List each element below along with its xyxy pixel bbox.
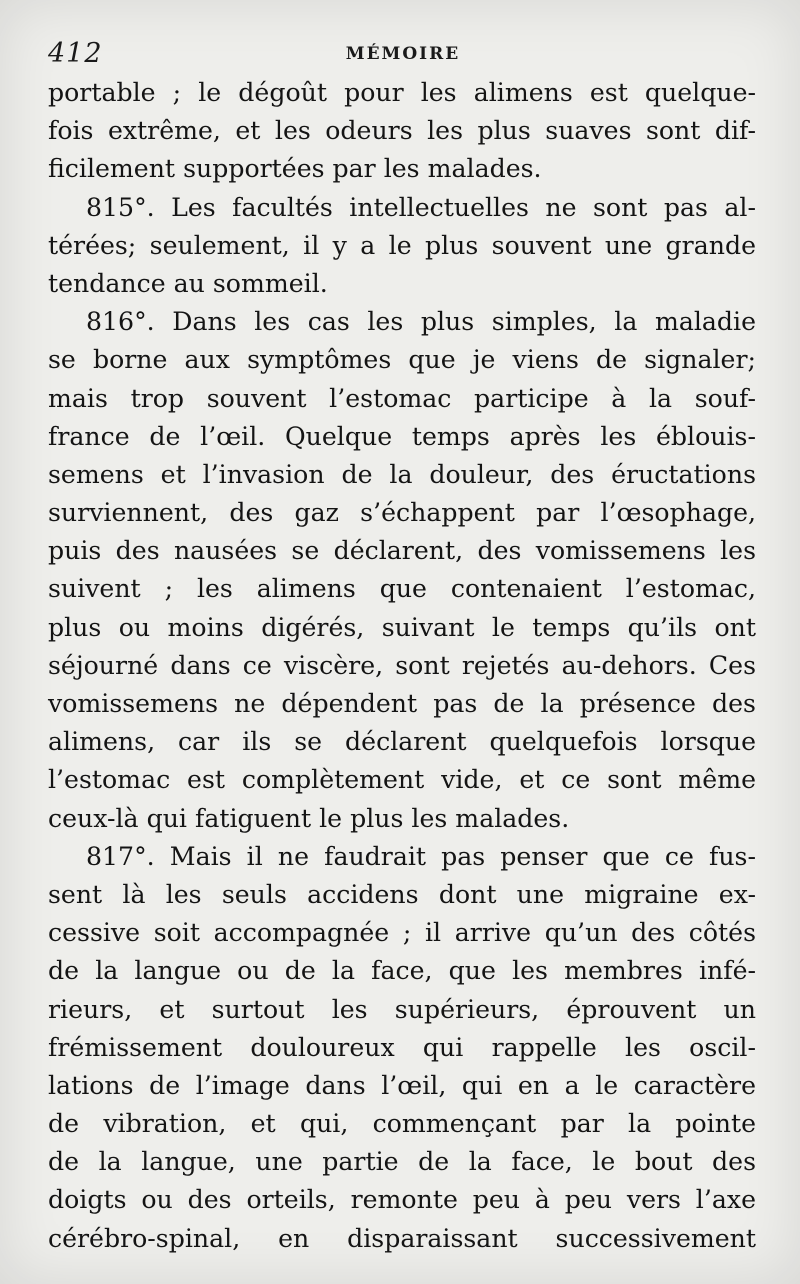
text-line: sent là les seuls accidens dont une migraine ex- xyxy=(48,879,756,909)
body-text xyxy=(48,74,756,1258)
text-line: tendance au sommeil. xyxy=(48,268,328,298)
text-line: ceux-là qui fatiguent le plus les malades. xyxy=(48,803,570,833)
text-line: surviennent, des gaz s’échappent par l’œsophage, xyxy=(48,498,756,528)
text-line: semens et l’invasion de la douleur, des éructations xyxy=(48,459,756,489)
text-line: france de l’œil. Quelque temps après les éblouis- xyxy=(48,421,756,451)
text-line: portable ; le dégoût pour les alimens est quelque- xyxy=(48,78,756,107)
text-line: alimens, car ils se déclarent quelquefois lorsque xyxy=(48,727,756,757)
text-line: séjourné dans ce viscère, sont rejetés au-dehors. Ces xyxy=(48,650,756,680)
text-line: vomissemens ne dépendent pas de la présence des xyxy=(48,689,756,718)
text-line: de la langue, une partie de la face, le bout des xyxy=(48,1147,756,1177)
text-line: frémissement douloureux qui rappelle les oscil- xyxy=(48,1032,756,1062)
text-line: térées; seulement, il y a le plus souvent une grande xyxy=(48,230,756,260)
text-line: puis des nausées se déclarent, des vomissemens les xyxy=(48,536,756,566)
text-line: cérébro-spinal, en disparaissant successivement xyxy=(48,1223,756,1253)
text-line: cessive soit accompagnée ; il arrive qu’un des côtés xyxy=(48,918,756,948)
text-line: fois extrême, et les odeurs les plus suaves sont dif- xyxy=(48,116,756,146)
text-line: rieurs, et surtout les supérieurs, éprouvent un xyxy=(48,994,756,1024)
page-number: 412 xyxy=(48,38,103,69)
text-line: de la langue ou de la face, que les membres infé- xyxy=(48,956,756,986)
text-line: 817°. Mais il ne faudrait pas penser que ce fus- xyxy=(86,841,756,871)
text-line: se borne aux symptômes que je viens de signaler; xyxy=(48,345,756,375)
text-line: ficilement supportées par les malades. xyxy=(48,154,542,184)
text-line: suivent ; les alimens que contenaient l’estomac, xyxy=(48,574,756,604)
text-line: plus ou moins digérés, suivant le temps qu’ils ont xyxy=(48,612,756,642)
text-line: mais trop souvent l’estomac participe à la souf- xyxy=(48,383,756,413)
text-line: 815°. Les facultés intellectuelles ne sont pas al- xyxy=(86,192,756,222)
page-header xyxy=(48,36,758,76)
text-line: l’estomac est complètement vide, et ce sont même xyxy=(48,765,756,795)
text-line: lations de l’image dans l’œil, qui en a le caractère xyxy=(48,1070,756,1100)
running-title: MÉMOIRE xyxy=(345,44,461,64)
text-line: doigts ou des orteils, remonte peu à peu vers l’axe xyxy=(48,1185,756,1215)
text-line: de vibration, et qui, commençant par la pointe xyxy=(48,1109,756,1139)
text-line: 816°. Dans les cas les plus simples, la maladie xyxy=(86,307,756,337)
